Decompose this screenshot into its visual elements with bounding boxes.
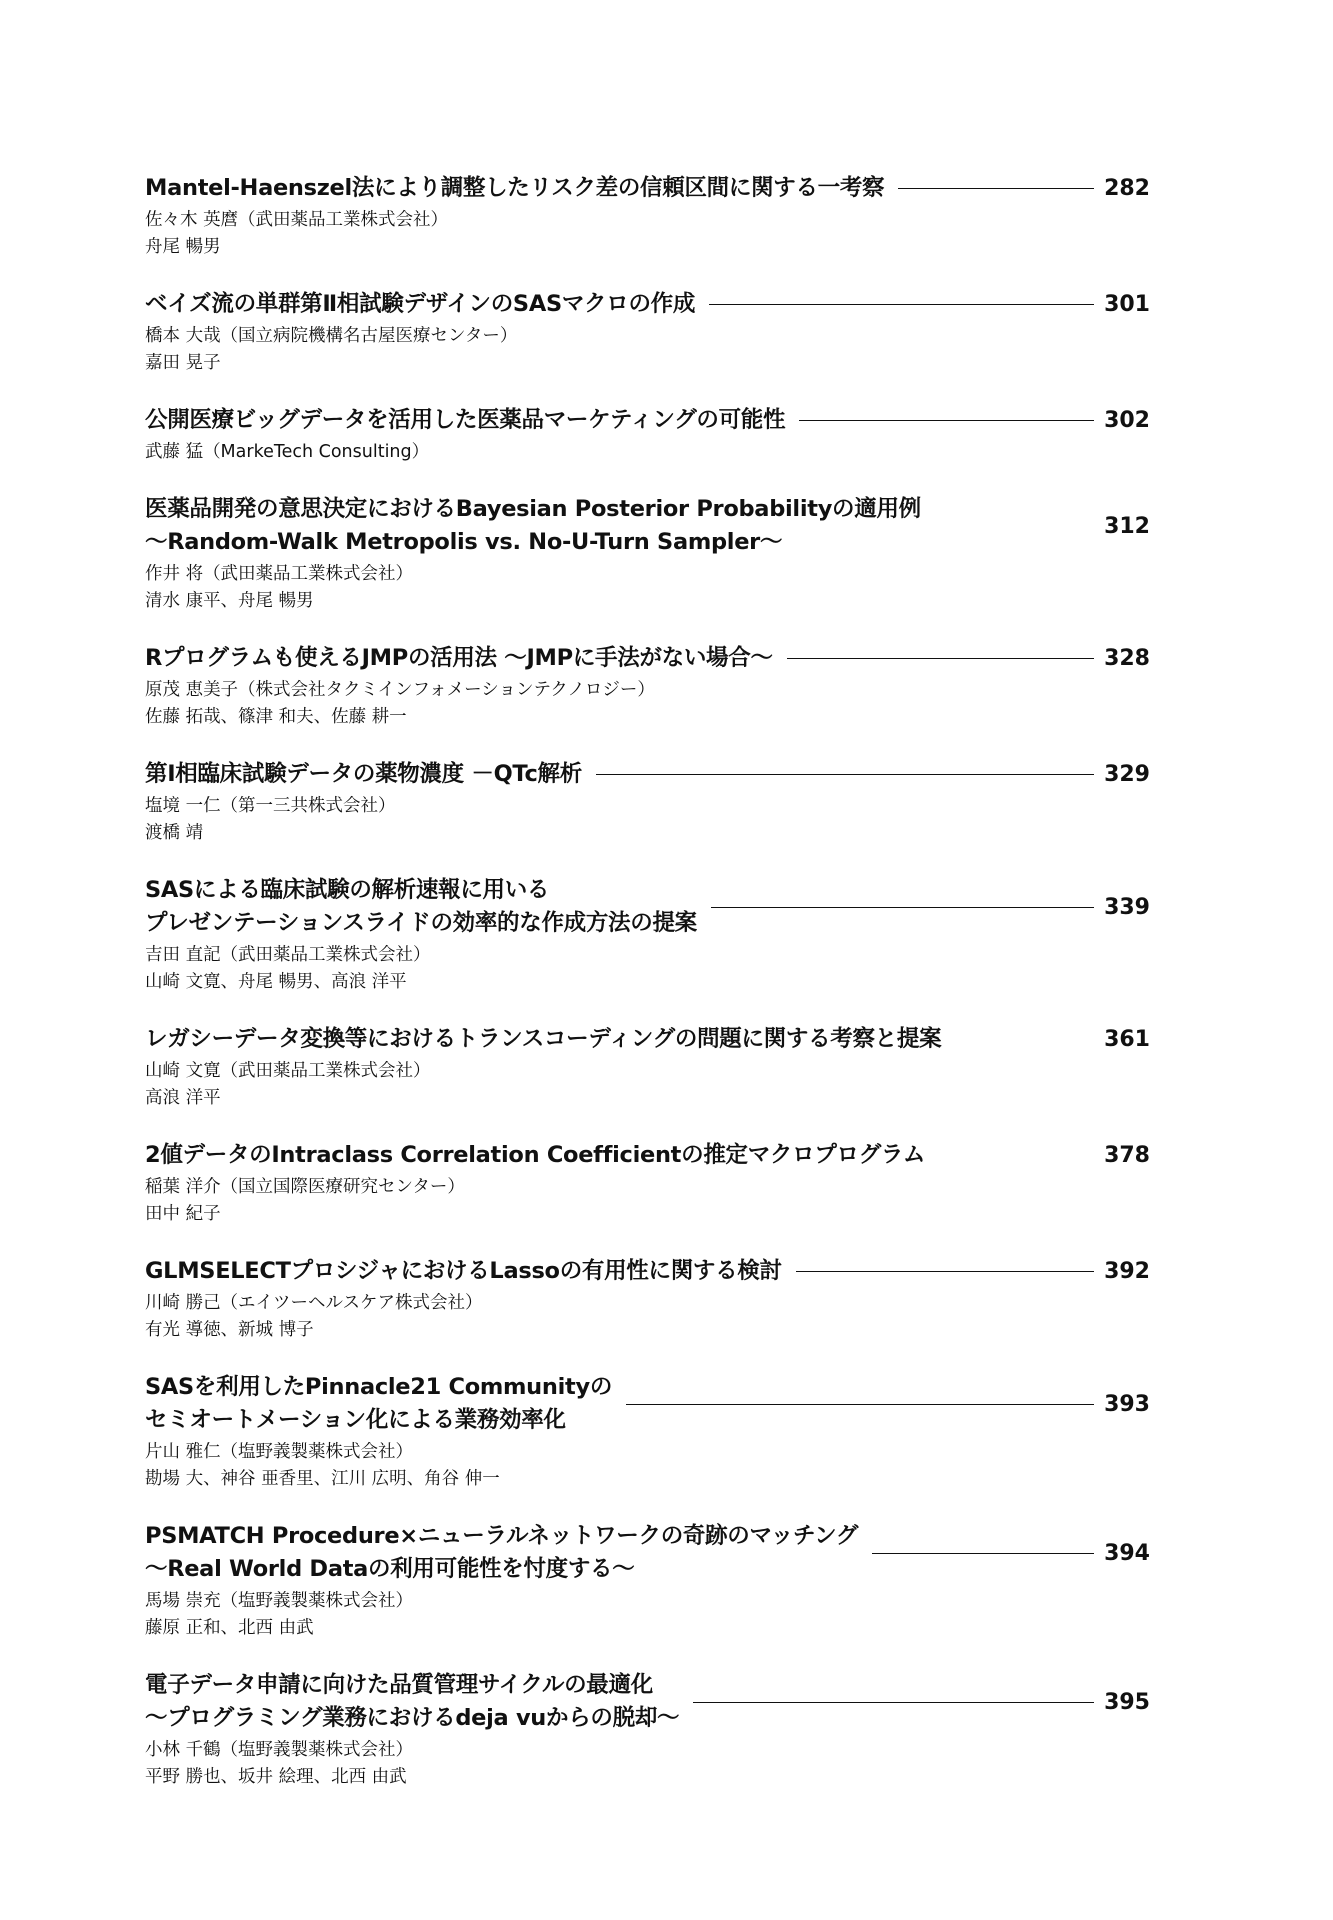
entry-title-line: SASによる臨床試験の解析速報に用いる <box>145 877 550 903</box>
toc-entry <box>145 493 1150 615</box>
page-number: 393 <box>1104 1391 1150 1417</box>
entry-title-line: セミオートメーション化による業務効率化 <box>145 1407 566 1433</box>
entry-title-line: Mantel-Haenszel法により調整したリスク差の信頼区間に関する一考察 <box>145 175 885 201</box>
author-line: 橋本 大哉（国立病院機構名古屋医療センター） <box>145 326 518 346</box>
entry-title <box>145 1023 941 1056</box>
entry-title-line: ～Real World Dataの利用可能性を忖度する～ <box>145 1556 635 1582</box>
entry-title-row <box>145 1023 1150 1056</box>
page-number: 302 <box>1104 408 1150 433</box>
toc-entry <box>145 758 1150 847</box>
entry-title-row <box>145 874 1150 940</box>
entry-title-row <box>145 404 1150 437</box>
entry-title <box>145 493 921 559</box>
entry-title-line: 電子データ申請に向けた品質管理サイクルの最適化 <box>145 1672 653 1698</box>
author-line: 有光 導徳、新城 博子 <box>145 1320 314 1340</box>
entry-authors <box>145 1737 1150 1791</box>
author-line: 川崎 勝己（エイツーヘルスケア株式会社） <box>145 1293 483 1313</box>
author-line: 小林 千鶴（塩野義製薬株式会社） <box>145 1740 414 1760</box>
entry-title <box>145 1669 679 1735</box>
entry-title <box>145 874 697 940</box>
entry-title-row <box>145 1520 1150 1586</box>
entry-title-row <box>145 1669 1150 1735</box>
entry-authors <box>145 1174 1150 1228</box>
entry-authors <box>145 793 1150 847</box>
author-line: 原茂 恵美子（株式会社タクミインフォメーションテクノロジー） <box>145 680 655 700</box>
leader-line <box>787 658 1094 659</box>
entry-title-row <box>145 1255 1150 1288</box>
entry-authors <box>145 1290 1150 1344</box>
entry-title-line: SASを利用したPinnacle21 Communityの <box>145 1374 613 1400</box>
author-line: 片山 雅仁（塩野義製薬株式会社） <box>145 1442 414 1462</box>
entry-authors <box>145 942 1150 996</box>
leader-line <box>872 1553 1094 1554</box>
entry-title-line: Rプログラムも使えるJMPの活用法 ～JMPに手法がない場合～ <box>145 645 773 671</box>
toc-entry <box>145 874 1150 996</box>
leader-line <box>935 526 1094 527</box>
author-line: 高浪 洋平 <box>145 1088 221 1108</box>
toc-entry <box>145 288 1150 377</box>
leader-line <box>939 1155 1094 1156</box>
entry-title-line: ～Random-Walk Metropolis vs. No-U-Turn Sampler～ <box>145 529 783 555</box>
entry-title-line: GLMSELECTプロシジャにおけるLassoの有用性に関する検討 <box>145 1258 782 1284</box>
entry-title-row <box>145 1139 1150 1172</box>
entry-authors <box>145 439 1150 466</box>
page-number: 282 <box>1104 176 1150 201</box>
entry-title-row <box>145 172 1150 205</box>
author-line: 平野 勝也、坂井 絵理、北西 由武 <box>145 1767 407 1787</box>
entry-title <box>145 642 773 675</box>
page-number: 394 <box>1104 1540 1150 1566</box>
entry-title-line: ～プログラミング業務におけるdeja vuからの脱却～ <box>145 1705 680 1731</box>
author-line: 田中 紀子 <box>145 1204 221 1224</box>
entry-title-row <box>145 1371 1150 1437</box>
toc-entry <box>145 1371 1150 1493</box>
leader-line <box>799 420 1094 421</box>
entry-title <box>145 758 582 791</box>
toc-entry <box>145 1139 1150 1228</box>
entry-title <box>145 1139 925 1172</box>
entry-title-line: 第Ⅰ相臨床試験データの薬物濃度 －QTc解析 <box>145 761 582 787</box>
author-line: 舟尾 暢男 <box>145 237 221 257</box>
entry-authors <box>145 561 1150 615</box>
page-number: 312 <box>1104 513 1150 539</box>
entry-title-line: 医薬品開発の意思決定におけるBayesian Posterior Probabilityの適用例 <box>145 496 921 522</box>
entry-authors <box>145 323 1150 377</box>
leader-line <box>898 188 1094 189</box>
author-line: 吉田 直記（武田薬品工業株式会社） <box>145 945 431 965</box>
entry-authors <box>145 207 1150 261</box>
toc-entry <box>145 1669 1150 1791</box>
page-number: 328 <box>1104 646 1150 671</box>
page-number: 329 <box>1104 762 1150 787</box>
entry-authors <box>145 1439 1150 1493</box>
leader-line <box>796 1271 1094 1272</box>
author-line: 塩境 一仁（第一三共株式会社） <box>145 796 396 816</box>
entry-title-line: 公開医療ビッグデータを活用した医薬品マーケティングの可能性 <box>145 407 786 433</box>
author-line: 稲葉 洋介（国立国際医療研究センター） <box>145 1177 465 1197</box>
author-line: 清水 康平、舟尾 暢男 <box>145 591 314 611</box>
page-number: 301 <box>1104 292 1150 317</box>
page-number: 339 <box>1104 894 1150 920</box>
page-number: 378 <box>1104 1143 1150 1168</box>
entry-title-line: プレゼンテーションスライドの効率的な作成方法の提案 <box>145 910 697 936</box>
page-number: 361 <box>1104 1027 1150 1052</box>
entry-title-row <box>145 758 1150 791</box>
entry-authors <box>145 1058 1150 1112</box>
author-line: 山崎 文寛（武田薬品工業株式会社） <box>145 1061 431 1081</box>
entry-title-row <box>145 288 1150 321</box>
page-number: 392 <box>1104 1259 1150 1284</box>
leader-line <box>596 774 1094 775</box>
leader-line <box>693 1702 1094 1703</box>
toc-entry <box>145 1255 1150 1344</box>
author-line: 佐々木 英麿（武田薬品工業株式会社） <box>145 210 449 230</box>
entry-title-line: 2値データのIntraclass Correlation Coefficientの推定マクロプログラム <box>145 1142 926 1168</box>
author-line: 勘場 大、神谷 亜香里、江川 広明、角谷 伸一 <box>145 1469 500 1489</box>
entry-authors <box>145 1588 1150 1642</box>
author-line: 佐藤 拓哉、篠津 和夫、佐藤 耕一 <box>145 707 407 727</box>
author-line: 渡橋 靖 <box>145 823 204 843</box>
entry-title-line: PSMATCH Procedure×ニューラルネットワークの奇跡のマッチング <box>145 1523 859 1549</box>
leader-line <box>626 1404 1094 1405</box>
toc-entry <box>145 1520 1150 1642</box>
toc-entry <box>145 642 1150 731</box>
author-line: 山崎 文寛、舟尾 暢男、高浪 洋平 <box>145 972 407 992</box>
entry-title <box>145 1520 858 1586</box>
page-number: 395 <box>1104 1689 1150 1715</box>
toc-entry <box>145 404 1150 466</box>
author-line: 嘉田 晃子 <box>145 353 221 373</box>
entry-title-row <box>145 493 1150 559</box>
leader-line <box>955 1039 1094 1040</box>
entry-authors <box>145 677 1150 731</box>
entry-title <box>145 1255 782 1288</box>
entry-title-row <box>145 642 1150 675</box>
entry-title <box>145 1371 612 1437</box>
author-line: 作井 将（武田薬品工業株式会社） <box>145 564 414 584</box>
author-line: 馬場 崇充（塩野義製薬株式会社） <box>145 1591 414 1611</box>
entry-title <box>145 404 785 437</box>
entry-title <box>145 288 695 321</box>
table-of-contents <box>145 172 1150 1791</box>
entry-title-line: レガシーデータ変換等におけるトランスコーディングの問題に関する考察と提案 <box>145 1026 942 1052</box>
author-line: 藤原 正和、北西 由武 <box>145 1618 314 1638</box>
toc-entry <box>145 1023 1150 1112</box>
entry-title-line: ベイズ流の単群第Ⅱ相試験デザインのSASマクロの作成 <box>145 291 696 317</box>
leader-line <box>711 907 1094 908</box>
toc-entry <box>145 172 1150 261</box>
entry-title <box>145 172 884 205</box>
author-line: 武藤 猛（MarkeTech Consulting） <box>145 442 430 462</box>
leader-line <box>709 304 1094 305</box>
